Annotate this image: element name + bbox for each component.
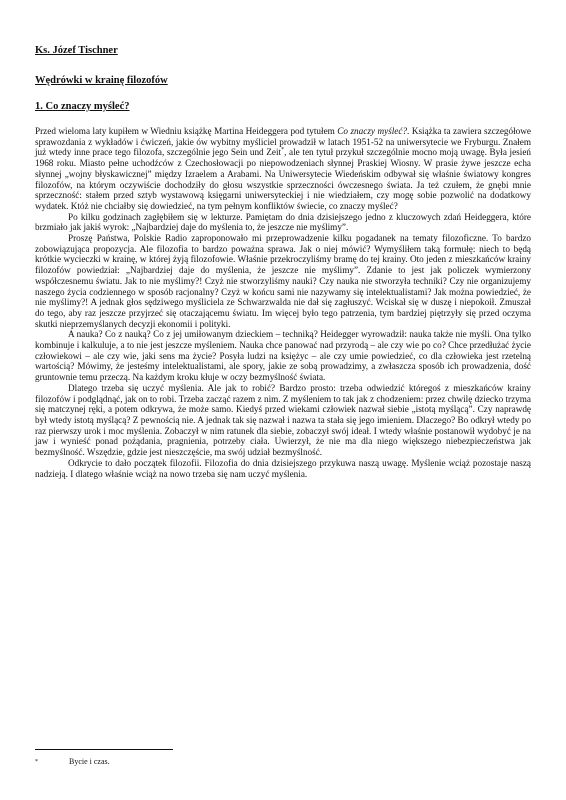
section-heading: 1. Co znaczy myśleć? (35, 101, 130, 112)
paragraph-1-text-c: , ale ten tytuł przykuł szczególnie mocno moją uwagę. Była jesień 1968 roku. Miasto pełne uchodźców z Czechosłowacji po niepowodzeniach słynnej Praskiej Wiosny. W prasie żywe jeszcze echa słynnej „wojny błyskawicznej” między Izraelem a Arabami. Na Uniwersytecie Wiedeńskim odbywał się właśnie światowy kongres filozofów, na którym oczywiście dochodziły do głosu wszystkie sprzeczności ówczesnego świata. Ja też czułem, że gnębi mnie sprzeczność: stałem przed sztyb wystawową księgarni uniwersyteckiej i nie wiedziałem, czy mogę sobie pozwolić na dodatkowy wydatek. Któż nie chciałby się dowiedzieć, na tym pełnym konfliktów świecie, co znaczy myśleć? (35, 147, 531, 211)
footnote-reference: * (281, 147, 285, 154)
paragraph-1-text-b: . Książka ta zawiera szczegółowe sprawozdania z wykładów i ćwiczeń, jakie ów wybitny myśliciel prowadził w latach 1951-52 na uniwersytecie we Fryburgu. Znałem już wtedy inne prace tego filozofa, szczególnie jego Sein und Zeit (35, 126, 531, 158)
footnote-divider (35, 749, 173, 750)
paragraph-1-text-a: Przed wieloma laty kupiłem w Wiedniu książkę Martina Heideggera pod tytułem (35, 126, 338, 136)
paragraph-4: A nauka? Co z nauką? Co z jej umiłowanym dzieckiem – techniką? Heidegger wyrowadził: nauka także nie myśli. Ona tylko kombinuje i kalkuluje, a to nie jest jeszcze myśleniem. Nauka chce panować nad przyrodą – ale czy wie po co? Chce przedłużać życie człowiekowi – ale czy wie, jaki sens ma życie? Posyła ludzi na księżyc – ale czy umie powiedzieć, co dla człowieka jest rzetelną wartością? Mówimy, że jesteśmy intelektualistami, ale spory, jakie ze sobą prowadzimy, a zwłaszcza sposób ich prowadzenia, dość gruntownie temu przeczą. Na każdym kroku kłuje w oczy bezmyślność świata. (35, 329, 531, 383)
paragraph-3: Proszę Państwa, Polskie Radio zaproponowało mi przeprowadzenie kilku pogadanek na tematy filozoficzne. To bardzo zobowiązująca propozycja. Ale filozofia to bardzo poważna sprawa. Jak o niej mówić? Wymyśliłem taką formułę: niech to będą krótkie wycieczki w krainę, w której żyją filozofowie. Właśnie przekroczyliśmy bramę do tej krainy. Oto jeden z mieszkańców krainy filozofów powiedział: „Najbardziej daje do myślenia, że jeszcze nie myślimy”. Zdanie to jest jak policzek wymierzony współczesnemu światu. Jak to nie myślimy?! Czyż nie stworzyliśmy nauki? Czy nauka nie stworzyła techniki? Czy nie organizujemy naszego życia codziennego w sposób racjonalny? Czyż w końcu sami nie nazywamy się intelektualistami? Jak można powiedzieć, że nie myślimy?! A jednak głos sędziwego myśliciela ze Schwarzwalda nie dał się zagłuszyć. Wciskał się w duszę i niepokoił. Zmuszał do tego, aby raz jeszcze przyjrzeć się otaczającemu światu. Im więcej było tego patrzenia, tym bardziej piętrzyły się przed oczyma skutki nieprzemyślanych decyzji ekonomii i polityki. (35, 233, 531, 329)
footnote-mark: * (35, 759, 38, 765)
paragraph-2: Po kilku godzinach zagłębiłem się w lekturze. Pamiętam do dnia dzisiejszego jedno z kluczowych zdań Heideggera, które brzmiało jak jakiś wyrok: „Najbardziej daje do myślenia to, że jeszcze nie myślimy”. (35, 211, 531, 233)
book-title-italic: Co znaczy myśleć? (337, 126, 408, 136)
footnote-text: Bycie i czas. (69, 757, 110, 766)
footnote (35, 757, 110, 767)
author-name: Ks. Józef Tischner (35, 45, 118, 56)
essay-title: Wędrówki w krainę filozofów (35, 75, 168, 86)
paragraph-1 (35, 126, 531, 212)
paragraph-5: Dlatego trzeba się uczyć myślenia. Ale jak to robić? Bardzo prosto: trzeba odwiedzić któregoś z mieszkańców krainy filozofów i podglądnąć, jak on to robi. Trzeba zacząć razem z nim. Z myśleniem to tak jak z chodzeniem: przez chwilę dziecko trzyma się matczynej ręki, a potem odkrywa, że może samo. Kiedyś przed wiekami człowiek nazwał siebie „istotą myślącą”. Czy naprawdę był wtedy istotą myślącą? Z pewnością nie. A jednak tak się nazwał i nazwa ta stała się jego imieniem. Dlaczego? Bo odkrył wtedy po raz pierwszy urok i moc myślenia. Zobaczył w nim ratunek dla siebie, zobaczył swój ideał. I wtedy właśnie postanowił wydobyć je na jaw i wynieść ponad pożądania, pragnienia, potrzeby ciała. Uwierzył, że nie ma dla niego większego niebezpieczeństwa jak bezmyślność. Wszędzie, gdzie jest nieszczęście, ma swój udział bezmyślność. (35, 382, 531, 458)
body-text (35, 126, 531, 479)
paragraph-6: Odkrycie to dało początek filozofii. Filozofia do dnia dzisiejszego przykuwa naszą uwagę. Myślenie wciąż pozostaje naszą nadzieją. I dlatego właśnie wciąż na nowo trzeba się nam uczyć myślenia. (35, 457, 531, 479)
